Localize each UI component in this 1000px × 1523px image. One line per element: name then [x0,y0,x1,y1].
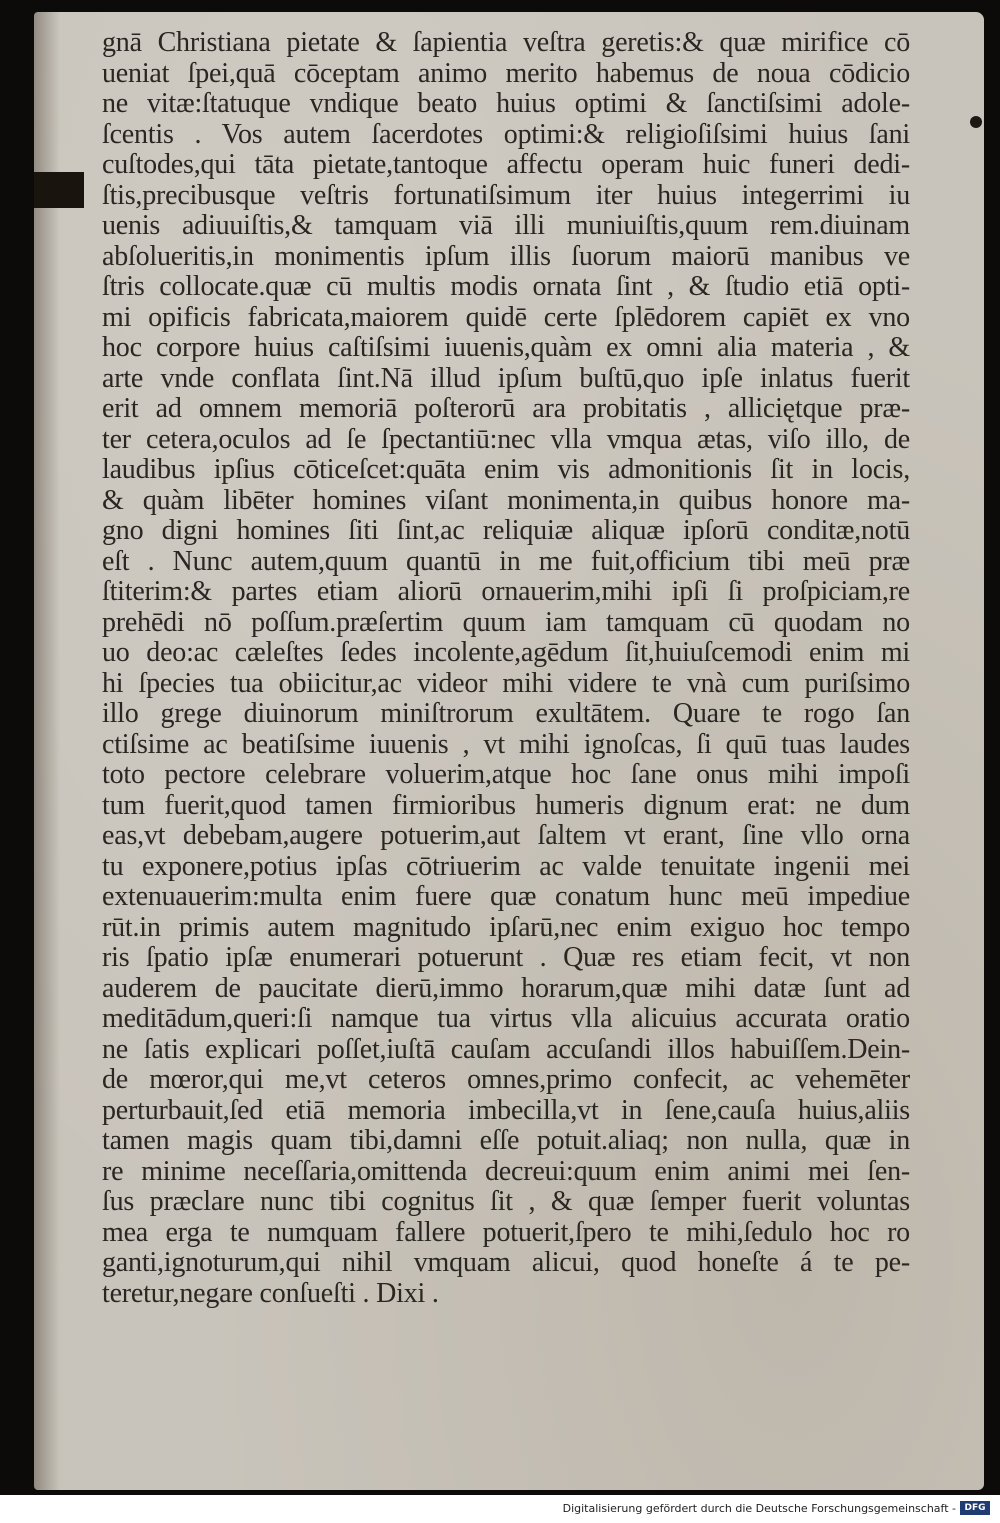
text-line: ne ſatis explicari poſſet,iuſtā cauſam accuſandi illos habuiſſem.Dein- [102,1033,910,1065]
text-line: ſtiterim:& partes etiam aliorū ornauerim,mihi ipſi ſi proſpiciam,re [102,576,910,607]
text-line: tum fuerit,quod tamen firmioribus humeris dignum erat: ne dum [102,789,910,821]
text-line: re minime neceſſaria,omittenda decreui:quum enim animi mei ſen- [102,1155,910,1187]
text-line: ter cetera,oculos ad ſe ſpectantiū:nec vlla vmqua ætas, viſo illo, de [102,423,910,455]
digitization-footer [0,1495,1000,1523]
text-line: ris ſpatio ipſæ enumerari potuerunt . Quæ res etiam fecit, vt non [102,942,910,973]
text-line: ſcentis . Vos autem ſacerdotes optimi:& religioſiſsimi huius ſani [102,118,910,150]
text-line: abſolueritis,in monimentis ipſum illis ſuorum maiorū manibus ve [102,240,910,272]
text-line: tamen magis quam tibi,damni eſſe potuit.aliaq; non nulla, quæ in [102,1125,910,1156]
text-line: auderem de paucitate dierū,immo horarum,quæ mihi datæ ſunt ad [102,972,910,1004]
text-line: illo grege diuinorum miniſtrorum exultātem. Quare te rogo ſan [102,698,910,729]
text-line: mea erga te numquam fallere potuerit,ſpero te mihi,ſedulo hoc ro [102,1216,910,1248]
text-line: meditādum,queri:ſi namque tua virtus vlla alicuius accurata oratio [102,1003,910,1034]
text-line: ueniat ſpei,quā cōceptam animo merito habemus de noua cōdicio [102,57,910,89]
text-line: ne vitæ:ſtatuque vndique beato huius optimi & ſanctiſsimi adole- [102,88,910,119]
text-line: tu exponere,potius ipſas cōtriuerim ac valde tenuitate ingenii mei [102,850,910,882]
text-line: extenuauerim:multa enim fuere quæ conatum hunc meū impediue [102,881,910,912]
text-line: ctiſsime ac beatiſsime iuuenis , vt mihi ignoſcas, ſi quū tuas laudes [102,728,910,760]
ink-spot [970,116,982,128]
text-line: ganti,ignoturum,qui nihil vmquam alicui, quod honeſte á te pe- [102,1247,910,1278]
text-line: laudibus ipſius cōticeſcet:quāta enim vis admonitionis ſit in locis, [102,454,910,485]
text-line: eſt . Nunc autem,quum quantū in me fuit,officium tibi meū præ [102,545,910,577]
text-line: cuſtodes,qui tāta pietate,tantoque affectu operam huic funeri dedi- [102,149,910,180]
text-line: ſtris collocate.quæ cū multis modis ornata ſint , & ſtudio etiā opti- [102,271,910,302]
latin-text-body [102,28,910,1309]
text-line: de mœror,qui me,vt ceteros omnes,primo confecit, ac vehemēter [102,1064,910,1095]
text-line: erit ad omnem memoriā poſterorū ara probitatis , alliciętque præ- [102,393,910,424]
text-line: eas,vt debebam,augere potuerim,aut ſaltem vt erant, ſine vllo orna [102,820,910,851]
text-line: perturbauit,ſed etiā memoria imbecilla,vt in ſene,cauſa huius,aliis [102,1094,910,1126]
text-line: uo deo:ac cæleſtes ſedes incolente,agēdum ſit,huiuſcemodi enim mi [102,637,910,668]
dfg-logo-icon[interactable]: DFG [960,1501,990,1515]
text-line: hoc corpore huius caſtiſsimi iuuenis,quàm ex omni alia materia , & [102,332,910,363]
gutter-shadow [34,12,60,1490]
text-line: rūt.in primis autem magnitudo ipſarū,nec enim exiguo hoc tempo [102,911,910,943]
text-line: ſus præclare nunc tibi cognitus ſit , & quæ ſemper fuerit voluntas [102,1186,910,1217]
text-line: toto pectore celebrare voluerim,atque hoc ſane onus mihi impoſi [102,759,910,790]
text-line-final: teretur,negare conſueſti . Dixi . [102,1277,439,1309]
text-line: & quàm libēter homines viſant monimenta,in quibus honore ma- [102,484,910,516]
text-line: prehēdi nō poſſum.præſertim quum iam tamquam cū quodam no [102,606,910,638]
text-line: gno digni homines ſiti ſint,ac reliquiæ aliquæ ipſorū conditæ,notū [102,515,910,546]
text-line: gnā Christiana pietate & ſapientia veſtra geretis:& quæ mirifice cō [102,27,910,58]
text-line: mi opificis fabricata,maiorem quidē certe ſplēdorem capiēt ex vno [102,301,910,333]
text-line: arte vnde conflata ſint.Nā illud ipſum buſtū,quo ipſe inlatus fuerit [102,362,910,394]
text-line: ſtis,precibusque veſtris fortunatiſsimum iter huius integerrimi iu [102,179,910,211]
page-tab-marker [34,172,84,208]
text-line: hi ſpecies tua obiicitur,ac videor mihi videre te vnà cum puriſsimo [102,667,910,699]
text-line: uenis adiuuiſtis,& tamquam viā illi muniuiſtis,quum rem.diuinam [102,210,910,241]
footer-credit: Digitalisierung gefördert durch die Deutsche Forschungsgemeinschaft - [562,1502,956,1515]
